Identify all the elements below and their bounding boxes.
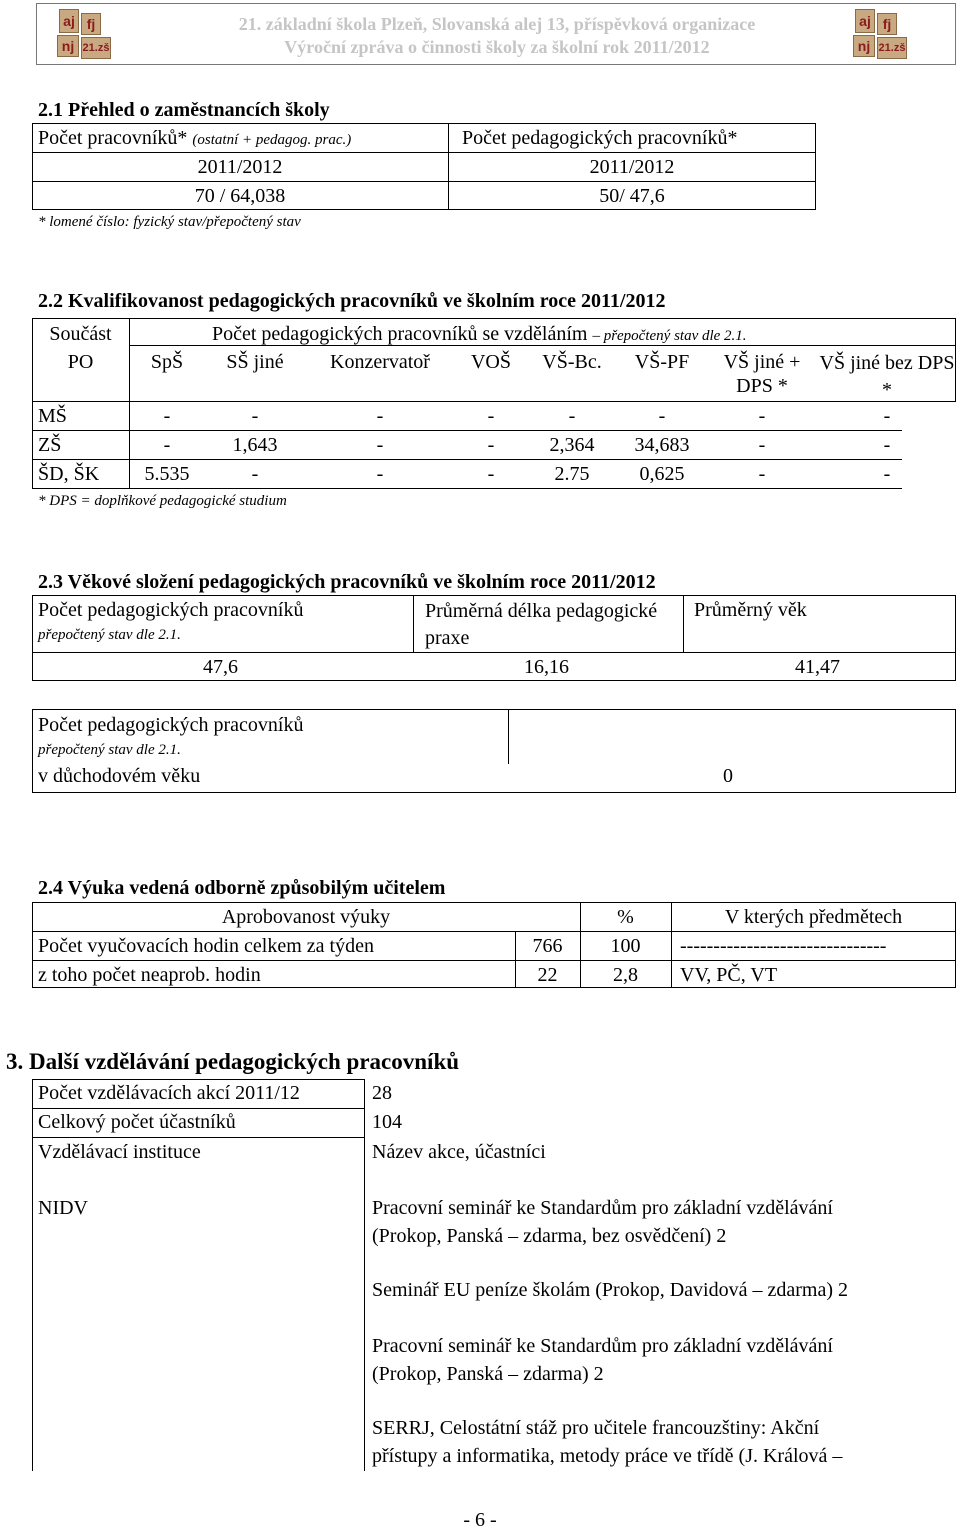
- qualification-cell: 5.535: [144, 463, 190, 485]
- age-h3: Průměrný věk: [694, 599, 807, 621]
- qualification-cell: -: [251, 463, 259, 485]
- staff-value: 70 / 64,038: [194, 185, 286, 207]
- section-2-1-title: 2.1 Přehled o zaměstnancích školy: [38, 99, 330, 121]
- institution-name: NIDV: [38, 1197, 88, 1219]
- courses-count-value: 28: [372, 1082, 392, 1104]
- col-header-konz: Konzervatoř: [330, 351, 430, 373]
- school-logo: [853, 7, 915, 61]
- section-2-4-title: 2.4 Výuka vedená odborně způsobilým učitelem: [38, 877, 446, 899]
- main-header-label: Počet pedagogických pracovníků se vzděláním: [212, 323, 588, 345]
- qualification-cell: -: [883, 434, 891, 456]
- age-h2: Průměrná délka pedagogické praxe: [425, 600, 658, 649]
- pedagogical-count-header: Počet pedagogických pracovníků*: [462, 127, 738, 149]
- event-line: Seminář EU peníze školám (Prokop, Davidová – zdarma) 2: [372, 1279, 848, 1301]
- section-2-2-title: 2.2 Kvalifikovanost pedagogických pracovníků ve školním roce 2011/2012: [38, 290, 666, 312]
- logo-tile-aj: aj: [855, 9, 875, 33]
- participants-label: Celkový počet účastníků: [38, 1111, 236, 1133]
- qualification-cell: -: [883, 405, 891, 427]
- event-line: Pracovní seminář ke Standardům pro základní vzdělávání: [372, 1197, 833, 1219]
- qualification-cell: 2.75: [554, 463, 590, 485]
- teaching-row1-subjects: -------------------------------: [680, 935, 887, 957]
- logo-tile-nj: nj: [853, 35, 875, 57]
- qualification-cell: -: [487, 463, 495, 485]
- qualification-cell: -: [758, 405, 766, 427]
- event-line: SERRJ, Celostátní stáž pro učitele francouzštiny: Akční: [372, 1417, 820, 1439]
- age-h1: Počet pedagogických pracovníků: [38, 599, 304, 621]
- teaching-header-subjects: V kterých předmětech: [724, 906, 903, 928]
- logo-tile-21zs: 21.zš: [877, 37, 907, 59]
- page-header: [36, 3, 956, 65]
- teaching-row1-count: 766: [532, 935, 563, 957]
- col-header-ss: SŠ jiné: [226, 351, 284, 373]
- qualification-row-label: ŠD, ŠK: [38, 463, 100, 485]
- qualification-cell: -: [163, 405, 171, 427]
- institution-header: Vzdělávací instituce: [38, 1141, 201, 1163]
- section-3-title: 3. Další vzdělávání pedagogických pracovníků: [6, 1049, 460, 1074]
- section-2-1-note: * lomené číslo: fyzický stav/přepočtený stav: [38, 214, 301, 230]
- section-2-3-title: 2.3 Věkové složení pedagogických pracovníků ve školním roce 2011/2012: [38, 571, 656, 593]
- school-logo: [57, 7, 119, 61]
- logo-tile-aj: aj: [59, 9, 79, 33]
- event-line: Pracovní seminář ke Standardům pro základní vzdělávání: [372, 1335, 833, 1357]
- section-2-2-note: * DPS = doplňkové pedagogické studium: [38, 493, 287, 509]
- qualification-cell: -: [568, 405, 576, 427]
- retirement-label2: v důchodovém věku: [38, 765, 201, 787]
- event-line: (Prokop, Panská – zdarma, bez osvědčení) 2: [372, 1225, 727, 1247]
- teaching-header-aprob: Aprobovanost výuky: [221, 906, 391, 928]
- age-h1-note: přepočtený stav dle 2.1.: [38, 627, 181, 643]
- staff-count-header-note: (ostatní + pedagog. prac.): [192, 132, 352, 148]
- qualification-row-label: MŠ: [38, 405, 67, 427]
- qualification-cell: 0,625: [639, 463, 685, 485]
- teaching-row2-subjects: VV, PČ, VT: [680, 964, 778, 986]
- pedagogical-year: 2011/2012: [589, 156, 675, 178]
- qualification-cell: -: [883, 463, 891, 485]
- age-v2: 16,16: [524, 656, 569, 678]
- col-header-vsbc: VŠ-Bc.: [542, 351, 602, 373]
- page-number: - 6 -: [463, 1509, 497, 1531]
- col-header-vs-dps: VŠ jiné + DPS *: [723, 351, 801, 397]
- qualification-cell: -: [251, 405, 259, 427]
- qualification-cell: -: [163, 434, 171, 456]
- header-school-name: 21. základní škola Plzeň, Slovanská alej 13, příspěvková organizace: [238, 14, 756, 34]
- col-header-vos: VOŠ: [470, 351, 511, 373]
- logo-tile-21zs: 21.zš: [81, 37, 111, 59]
- logo-tile-fj: fj: [81, 13, 101, 35]
- pedagogical-value: 50/ 47,6: [599, 185, 665, 207]
- staff-count-header: [38, 126, 351, 152]
- retirement-note: přepočtený stav dle 2.1.: [38, 742, 181, 758]
- teaching-row1-pct: 100: [610, 935, 641, 957]
- section-2-2-col-part-label: Součást: [49, 323, 112, 345]
- event-header: Název akce, účastníci: [372, 1141, 546, 1163]
- qualification-cell: 34,683: [634, 434, 690, 456]
- qualification-cell: -: [758, 434, 766, 456]
- age-v1: 47,6: [203, 656, 238, 678]
- header-report-title: Výroční zpráva o činnosti školy za školní rok 2011/2012: [284, 37, 710, 57]
- teaching-row2-count: 22: [537, 964, 558, 986]
- staff-count-header-label: Počet pracovníků*: [38, 127, 188, 149]
- section-2-2-col-part-label2: PO: [67, 351, 94, 373]
- qualification-cell: -: [376, 405, 384, 427]
- retirement-label: Počet pedagogických pracovníků: [38, 714, 304, 736]
- teaching-row2-label: z toho počet neaprob. hodin: [38, 964, 261, 986]
- event-line: přístupy a informatika, metody práce ve třídě (J. Králová –: [372, 1445, 843, 1467]
- col-header-sps: SpŠ: [150, 351, 184, 373]
- participants-value: 104: [372, 1111, 402, 1133]
- retirement-value: 0: [723, 765, 733, 787]
- qualification-cell: -: [758, 463, 766, 485]
- age-v3: 41,47: [795, 656, 840, 678]
- qualification-cell: -: [376, 434, 384, 456]
- qualification-cell: -: [658, 405, 666, 427]
- event-line: (Prokop, Panská – zdarma) 2: [372, 1363, 604, 1385]
- qualification-cell: 2,364: [549, 434, 595, 456]
- col-header-vspf: VŠ-PF: [634, 351, 690, 373]
- teaching-row2-pct: 2,8: [613, 964, 638, 986]
- qualification-row-label: ZŠ: [38, 434, 62, 456]
- logo-tile-fj: fj: [877, 13, 897, 35]
- col-header-vs-no-dps: VŠ jiné bez DPS *: [819, 352, 955, 401]
- main-header-note: – přepočtený stav dle 2.1.: [592, 328, 747, 344]
- teaching-row1-label: Počet vyučovacích hodin celkem za týden: [38, 935, 374, 957]
- staff-year: 2011/2012: [197, 156, 283, 178]
- qualification-cell: -: [487, 434, 495, 456]
- qualification-cell: -: [376, 463, 384, 485]
- qualification-cell: -: [487, 405, 495, 427]
- teaching-header-pct: %: [617, 906, 634, 928]
- courses-count-label: Počet vzdělávacích akcí 2011/12: [38, 1082, 300, 1104]
- qualification-cell: 1,643: [232, 434, 278, 456]
- logo-tile-nj: nj: [57, 35, 79, 57]
- section-2-2-main-header: [212, 322, 747, 348]
